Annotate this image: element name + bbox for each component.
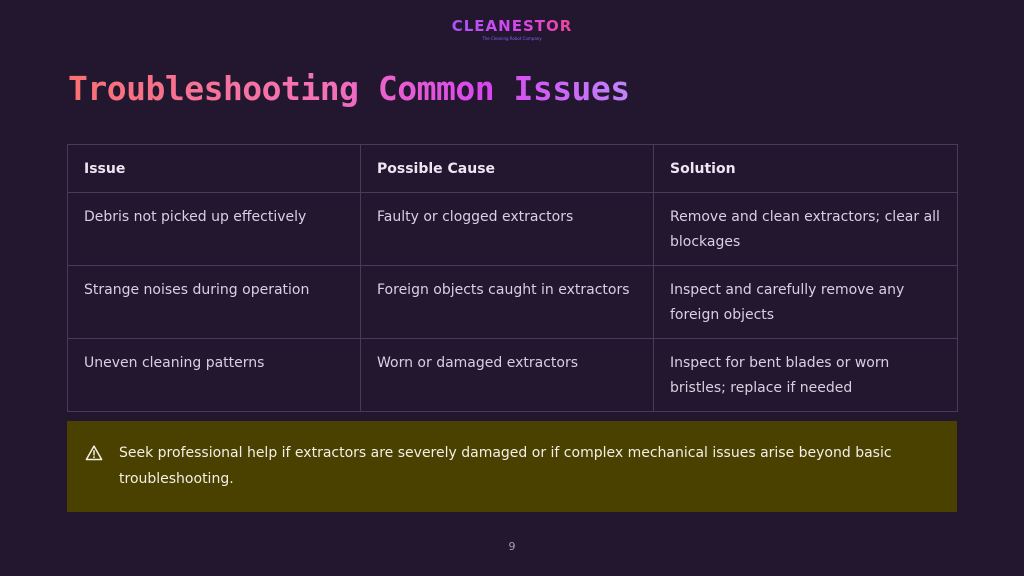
brand-logo (0, 16, 1024, 42)
cell-cause: Faulty or clogged extractors (361, 193, 654, 266)
cell-issue: Strange noises during operation (68, 266, 361, 339)
cell-cause: Foreign objects caught in extractors (361, 266, 654, 339)
table-row (68, 266, 958, 339)
header-possible-cause: Possible Cause (361, 145, 654, 193)
cell-issue: Debris not picked up effectively (68, 193, 361, 266)
page-number: 9 (508, 540, 516, 553)
troubleshooting-table (67, 144, 958, 412)
page-title: Troubleshooting Common Issues (68, 66, 630, 112)
header-issue: Issue (68, 145, 361, 193)
warning-icon (85, 444, 103, 462)
logo-wordmark: CLEANESTOR (451, 17, 573, 35)
cell-issue: Uneven cleaning patterns (68, 339, 361, 412)
logo-tagline: The Cleaning Robot Company (482, 36, 542, 41)
cell-solution: Remove and clean extractors; clear all blockages (654, 193, 958, 266)
cell-solution: Inspect and carefully remove any foreign objects (654, 266, 958, 339)
cell-solution: Inspect for bent blades or worn bristles; replace if needed (654, 339, 958, 412)
warning-callout (67, 421, 957, 512)
table-row (68, 339, 958, 412)
header-solution: Solution (654, 145, 958, 193)
table-header-row (68, 145, 958, 193)
cell-cause: Worn or damaged extractors (361, 339, 654, 412)
callout-text: Seek professional help if extractors are severely damaged or if complex mechanical issues arise beyond basic troubleshooting. (119, 445, 892, 487)
table-row (68, 193, 958, 266)
